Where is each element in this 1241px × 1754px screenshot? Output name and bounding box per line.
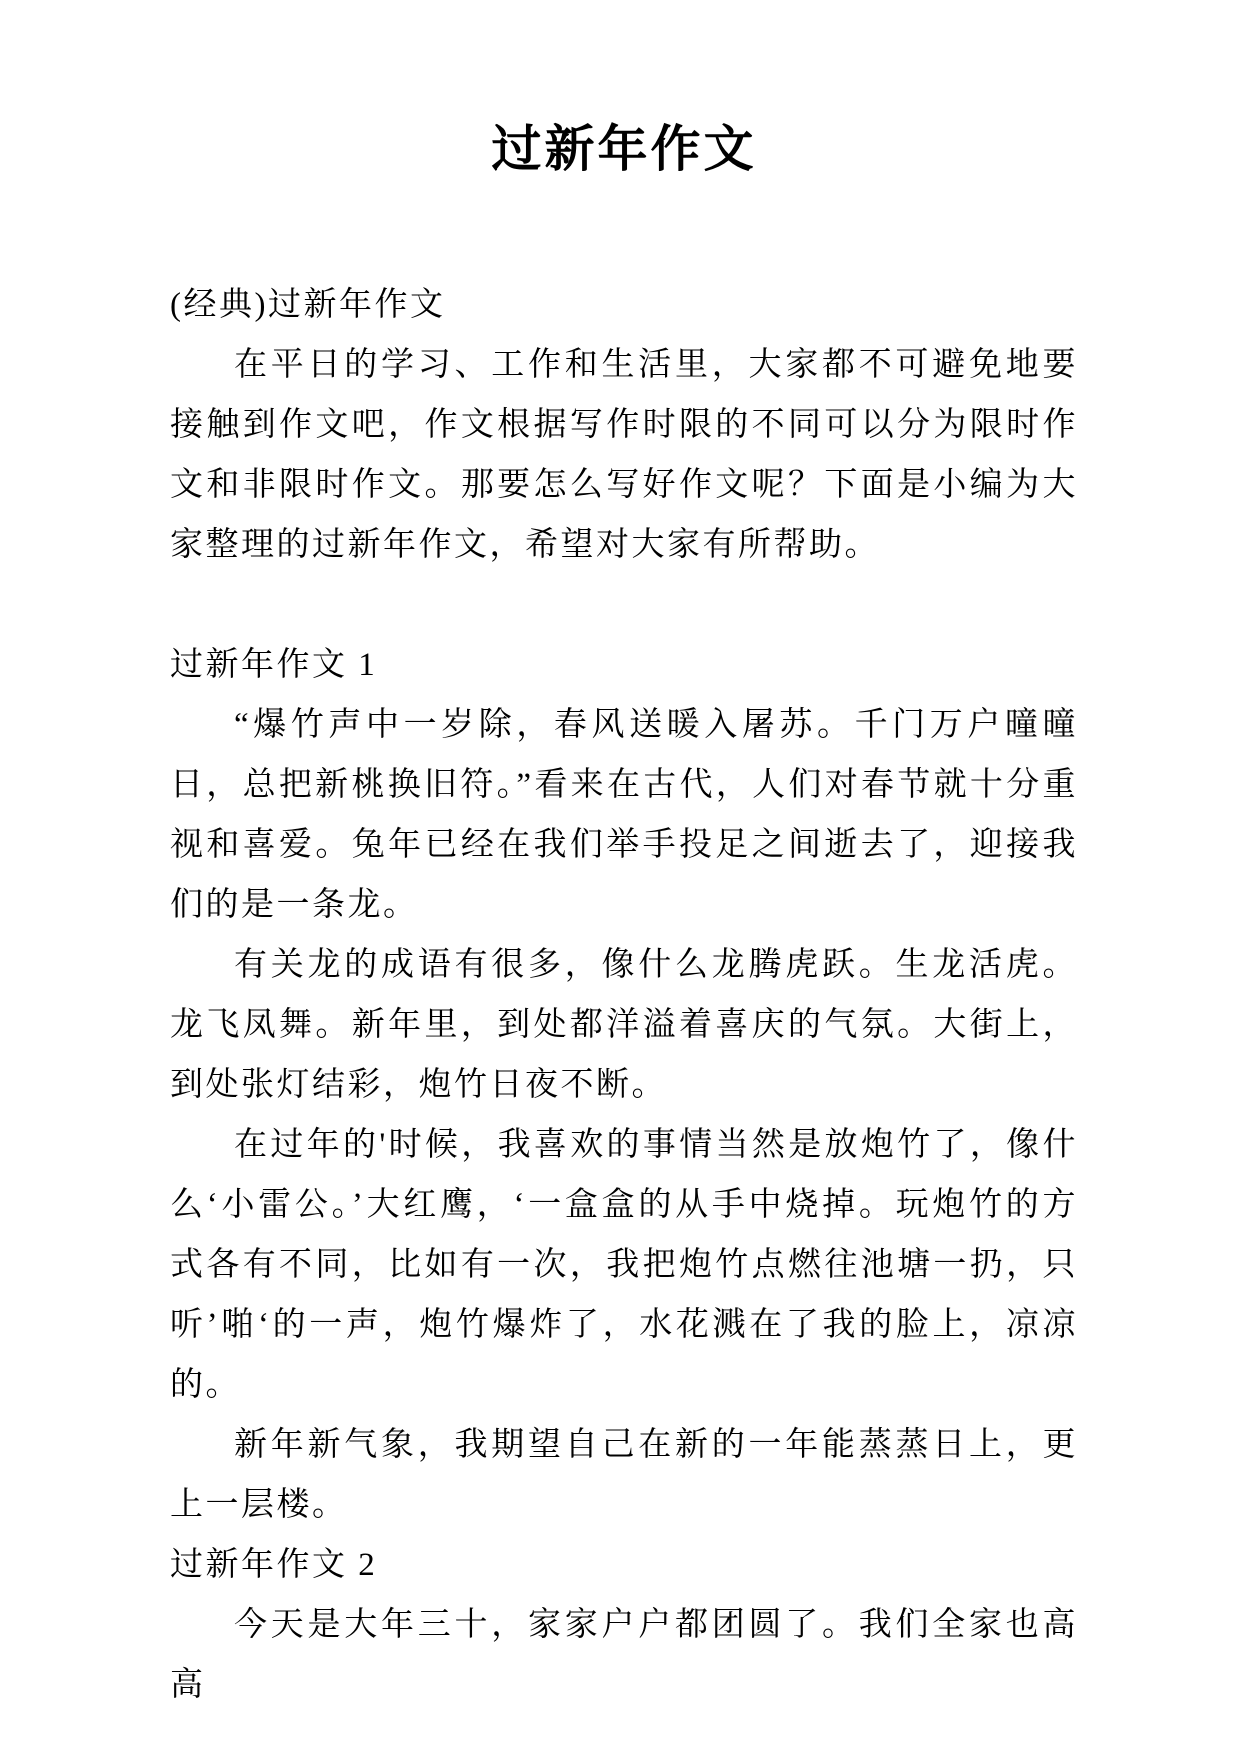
essay1-paragraph-3: 在过年的'时候，我喜欢的事情当然是放炮竹了，像什么‘小雷公。’大红鹰，‘一盒盒的从手中烧掉。玩炮竹的方式各有不同，比如有一次，我把炮竹点燃往池塘一扔，只听’啪‘的一声，炮竹爆炸了，水花溅在了我的脸上，凉凉的。 (170, 1127, 1078, 1403)
essay1-paragraph-2: 有关龙的成语有很多，像什么龙腾虎跃。生龙活虎。龙飞凤舞。新年里，到处都洋溢着喜庆的气氛。大街上，到处张灯结彩，炮竹日夜不断。 (170, 947, 1078, 1103)
essay1-paragraph-1: “爆竹声中一岁除，春风送暖入屠苏。千门万户曈曈日，总把新桃换旧符。”看来在古代，人们对春节就十分重视和喜爱。兔年已经在我们举手投足之间逝去了，迎接我们的是一条龙。 (170, 707, 1078, 923)
blank-line (170, 575, 1078, 635)
essay1-paragraph-4: 新年新气象，我期望自己在新的一年能蒸蒸日上，更上一层楼。 (170, 1427, 1078, 1523)
meta-line: (经典)过新年作文 (170, 287, 446, 323)
essay1-heading: 过新年作文 1 (170, 647, 378, 683)
intro-paragraph: 在平日的学习、工作和生活里，大家都不可避免地要接触到作文吧，作文根据写作时限的不同可以分为限时作文和非限时作文。那要怎么写好作文呢？下面是小编为大家整理的过新年作文，希望对大家有所帮助。 (170, 347, 1078, 563)
essay2-heading: 过新年作文 2 (170, 1547, 378, 1583)
essay2-paragraph-1: 今天是大年三十，家家户户都团圆了。我们全家也高高 (170, 1607, 1078, 1703)
document-title: 过新年作文 (491, 121, 757, 177)
